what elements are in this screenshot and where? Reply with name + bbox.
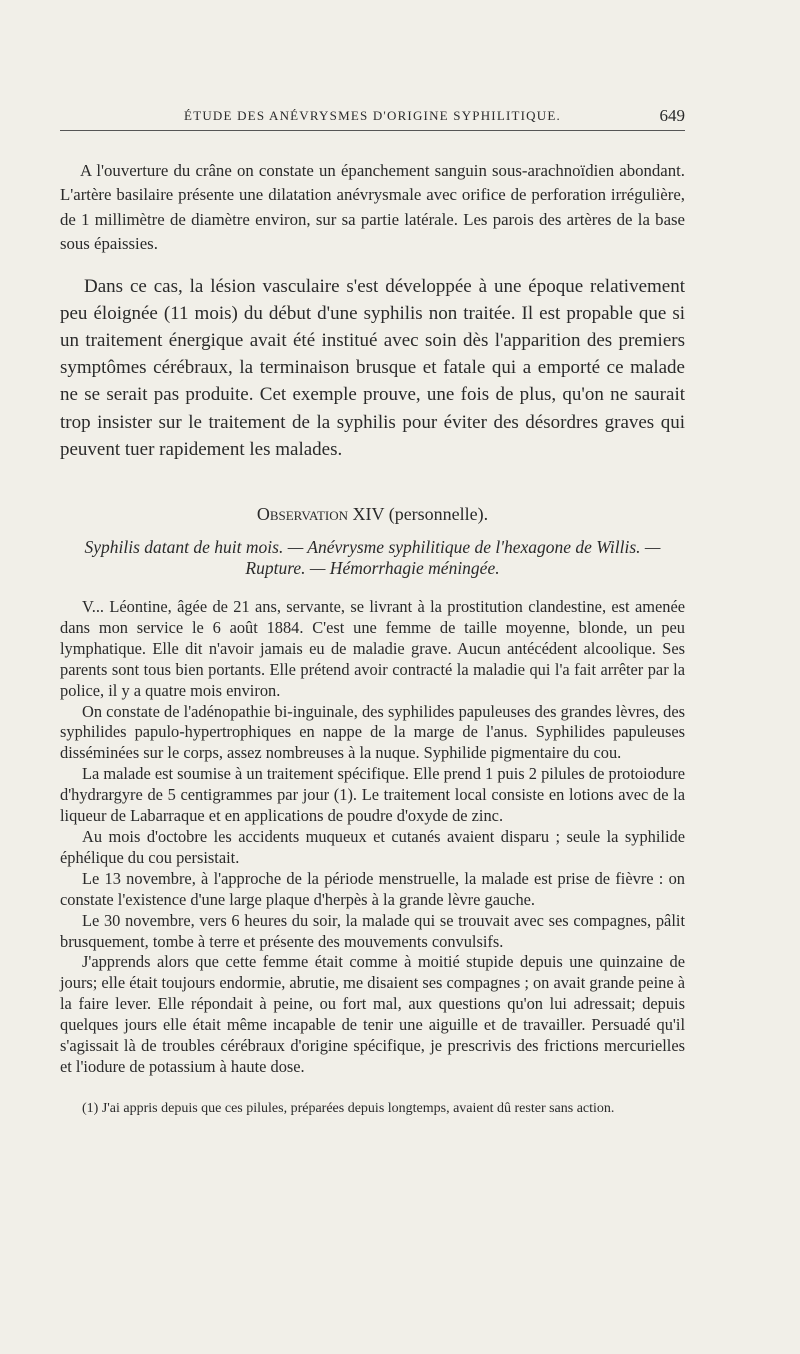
observation-number: XIV (personnelle). — [348, 504, 489, 525]
intro-paragraph: A l'ouverture du crâne on constate un épanchement sanguin sous-arachnoïdien abondant. L'artère basilaire présente une dilatation anévrysmale avec orifice de perforation irrégulière, de 1 millimètre de diamètre environ, sur sa partie latérale. Les parois des artères de la base sous épaissies. — [60, 161, 685, 254]
case-paragraph-4: Au mois d'octobre les accidents muqueux et cutanés avaient disparu ; seule la syphilide éphélique du cou persistait. — [60, 827, 685, 867]
case-paragraph-5: Le 13 novembre, à l'approche de la période menstruelle, la malade est prise de fièvre : on constate l'existence d'une large plaque d'herpès à la grande lèvre gauche. — [60, 868, 685, 909]
case-paragraph-6: Le 30 novembre, vers 6 heures du soir, la malade qui se trouvait avec ses compagnes, pâlit brusquement, tombe à terre et présente des mouvements convulsifs. — [60, 910, 685, 951]
page-header — [60, 104, 685, 131]
case-paragraph-1: V... Léontine, âgée de 21 ans, servante, se livrant à la prostitution clandestine, est amenée dans mon service le 6 août 1884. C'est une femme de taille moyenne, blonde, un peu lymphatique. Elle dit n'avoir jamais eu de maladie grave. Aucun antécédent alcoolique. Ses parents sont tous bien portants. Elle prétend avoir contracté la maladie qui l'a fait arrêter par la police, il y a quatre mois environ. — [60, 597, 685, 700]
case-paragraph-7: J'apprends alors que cette femme était comme à moitié stupide depuis une quinzaine de jours; elle était toujours endormie, abrutie, me disaient ses compagnes ; on avait grande peine à la faire lever. Elle répondait à peine, ou fort mal, aux questions qu'on lui adressait; depuis quelques jours elle était même incapable de tenir une aiguille et de travailler. Persuadé qu'il s'agissait là de troubles cérébraux d'origine spécifique, je prescrivis des frictions mercurielles et l'iodure de potassium à haute dose. — [60, 952, 685, 1076]
running-title: ÉTUDE DES ANÉVRYSMES D'ORIGINE SYPHILITIQUE. — [184, 108, 561, 123]
observation-heading — [60, 503, 685, 525]
case-paragraph-2: On constate de l'adénopathie bi-inguinale, des syphilides papuleuses des grandes lèvres, des syphilides papulo-hypertrophiques en nappe de la marge de l'anus. Syphilides papuleuses disséminées sur le corps, assez nombreuses à la nuque. Syphilide pigmentaire du cou. — [60, 701, 685, 763]
footnote: (1) J'ai appris depuis que ces pilules, préparées depuis longtemps, avaient dû rester sans action. — [82, 1100, 615, 1116]
observation-subtitle: Syphilis datant de huit mois. — Anévrysme syphilitique de l'hexagone de Willis. — Rupture. — Hémorrhagie méningée. — [84, 537, 661, 579]
case-report — [60, 597, 685, 1078]
case-paragraph-3: La malade est soumise à un traitement spécifique. Elle prend 1 puis 2 pilules de protoiodure d'hydrargyre de 5 centigrammes par jour (1). Le traitement local consiste en lotions avec de la liqueur de Labarraque et en applications de poudre d'oxyde de zinc. — [60, 764, 685, 826]
page-number: 649 — [659, 106, 685, 125]
book-page — [60, 104, 685, 1118]
observation-label: Observation — [256, 504, 349, 525]
discussion-paragraph: Dans ce cas, la lésion vasculaire s'est développée à une époque relativement peu éloignée (11 mois) du début d'une syphilis non traitée. Il est propable que si un traitement énergique avait été institué avec soin dès l'apparition des premiers symptômes cérébraux, la terminaison brusque et fatale qui a emporté ce malade ne se serait pas produite. Cet exemple prouve, une fois de plus, qu'on ne saurait trop insister sur le traitement de la syphilis pour éviter des désordres graves qui peuvent tuer rapidement les malades. — [60, 275, 685, 460]
